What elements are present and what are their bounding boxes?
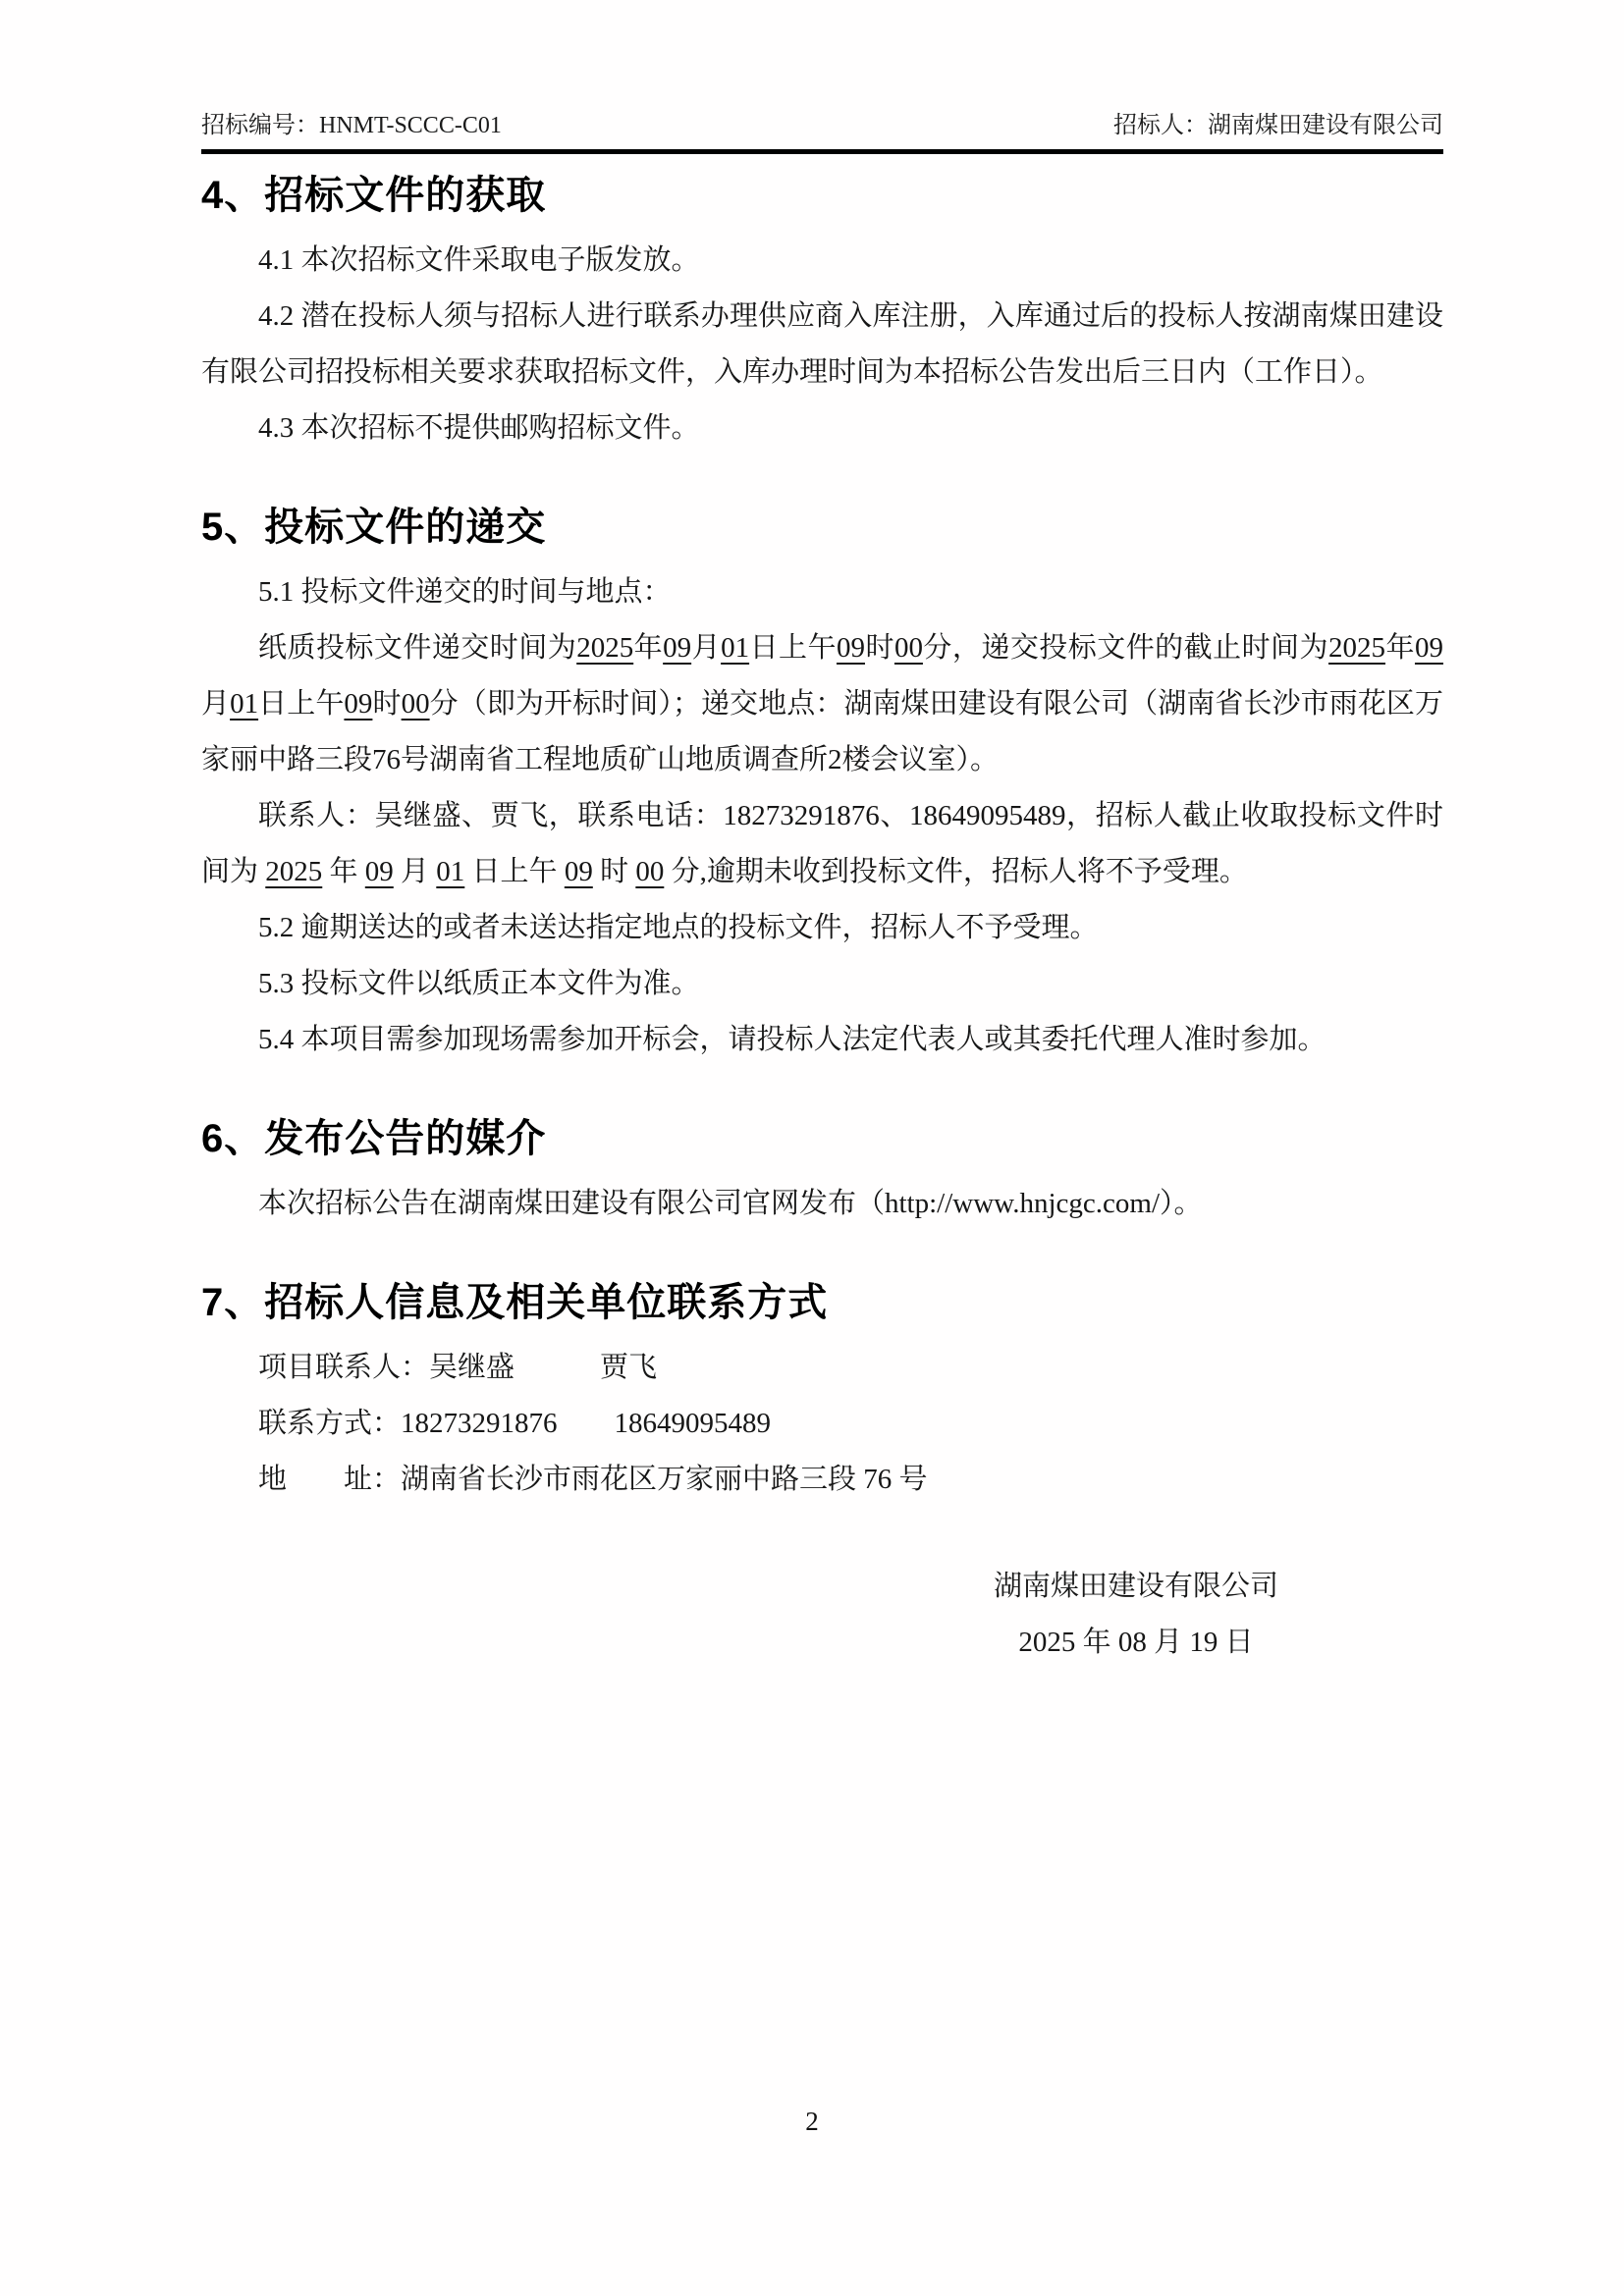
underlined-text: 09 xyxy=(364,856,394,887)
text-segment: 年 xyxy=(322,856,365,887)
underlined-text: 09 xyxy=(836,632,865,664)
underlined-text: 09 xyxy=(663,632,692,664)
text-segment: 月 xyxy=(691,632,722,664)
text-segment: 5.4 本项目需参加现场需参加开标会，请投标人法定代表人或其委托代理人准时参加。 xyxy=(258,1024,1326,1055)
signature-date: 2025 年 08 月 19 日 xyxy=(1018,1627,1254,1658)
text-segment: 月 xyxy=(393,856,437,887)
text-segment: 日上午 xyxy=(258,688,345,720)
contact-phone-line xyxy=(201,1396,1443,1452)
underlined-text: 01 xyxy=(436,856,465,887)
paragraph xyxy=(201,564,1443,620)
text-segment: 月 xyxy=(201,688,231,720)
underlined-text: 2025 xyxy=(1328,632,1386,664)
underlined-text: 2025 xyxy=(265,856,323,887)
text-segment: 时 xyxy=(372,688,402,720)
text-segment: 4.3 本次招标不提供邮购招标文件。 xyxy=(258,412,700,444)
underlined-text: 09 xyxy=(344,688,373,720)
text-segment: 日上午 xyxy=(749,632,837,664)
section-4-obtaining-bid-documents xyxy=(201,170,1443,456)
underlined-text: 00 xyxy=(893,632,923,664)
page-header xyxy=(201,110,1443,154)
signature-company: 湖南煤田建设有限公司 xyxy=(993,1571,1278,1602)
text-segment: 本次招标公告在湖南煤田建设有限公司官网发布（http://www.hnjcgc.com/）。 xyxy=(258,1188,1203,1219)
section-7-tenderer-contact-info xyxy=(201,1277,1443,1508)
paragraph xyxy=(201,1012,1443,1068)
text-segment: 分,逾期未收到投标文件，招标人将不予受理。 xyxy=(664,856,1248,887)
underlined-text: 01 xyxy=(721,632,750,664)
underlined-text: 01 xyxy=(230,688,259,720)
paragraph xyxy=(201,956,1443,1012)
text-segment: 年 xyxy=(1385,632,1415,664)
text-segment: 4.1 本次招标文件采取电子版发放。 xyxy=(258,244,700,276)
text-segment: 5.2 逾期送达的或者未送达指定地点的投标文件，招标人不予受理。 xyxy=(258,912,1099,943)
paragraph xyxy=(201,233,1443,289)
section-6-announcement-media xyxy=(201,1113,1443,1232)
section-5-bid-submission xyxy=(201,502,1443,1068)
text-segment: 联系人：吴继盛、贾飞，联系电话：18273291876、18649095489，招标人截止收取投标文件时间为 xyxy=(201,800,1443,887)
contact-address-line xyxy=(201,1452,1443,1508)
text-segment: 项目联系人：吴继盛 贾飞 xyxy=(258,1352,658,1383)
signature-block xyxy=(201,1559,1443,1671)
text-segment: 联系方式：18273291876 18649095489 xyxy=(258,1408,772,1439)
text-segment: 时 xyxy=(592,856,636,887)
text-segment: 5.3 投标文件以纸质正本文件为准。 xyxy=(258,968,700,999)
header-tenderer: 招标人：湖南煤田建设有限公司 xyxy=(1113,113,1443,138)
underlined-text: 09 xyxy=(564,856,593,887)
document-content xyxy=(201,0,1443,1671)
underlined-text: 09 xyxy=(1414,632,1443,664)
paragraph xyxy=(201,289,1443,400)
header-tender-number: 招标编号：HNMT-SCCC-C01 xyxy=(201,113,502,138)
paragraph xyxy=(201,620,1443,788)
text-segment: 年 xyxy=(633,632,664,664)
paragraph xyxy=(201,788,1443,900)
contact-person-line xyxy=(201,1340,1443,1396)
section-heading: 6、发布公告的媒介 xyxy=(201,1117,547,1160)
text-segment: 纸质投标文件递交时间为 xyxy=(258,632,577,664)
page-number: 2 xyxy=(805,2107,819,2136)
text-segment: 地 址：湖南省长沙市雨花区万家丽中路三段 76 号 xyxy=(258,1464,928,1495)
text-segment: 日上午 xyxy=(464,856,565,887)
text-segment: 分（即为开标时间）；递交地点：湖南煤田建设有限公司（湖南省长沙市雨花区万家丽中路三段76号湖南省工程地质矿山地质调查所2楼会议室）。 xyxy=(201,688,1443,775)
text-segment: 4.2 潜在投标人须与招标人进行联系办理供应商入库注册，入库通过后的投标人按湖南煤田建设有限公司招投标相关要求获取招标文件，入库办理时间为本招标公告发出后三日内（工作日）。 xyxy=(201,300,1443,388)
text-segment: 时 xyxy=(864,632,894,664)
signature-inner xyxy=(994,1559,1278,1671)
text-segment: 分，递交投标文件的截止时间为 xyxy=(922,632,1329,664)
section-heading: 7、招标人信息及相关单位联系方式 xyxy=(201,1281,829,1324)
text-segment: 5.1 投标文件递交的时间与地点： xyxy=(258,576,672,608)
paragraph xyxy=(201,400,1443,456)
paragraph xyxy=(201,900,1443,956)
underlined-text: 00 xyxy=(401,688,430,720)
section-heading: 5、投标文件的递交 xyxy=(201,506,547,549)
underlined-text: 00 xyxy=(635,856,665,887)
paragraph xyxy=(201,1176,1443,1232)
section-heading: 4、招标文件的获取 xyxy=(201,174,547,217)
underlined-text: 2025 xyxy=(576,632,634,664)
